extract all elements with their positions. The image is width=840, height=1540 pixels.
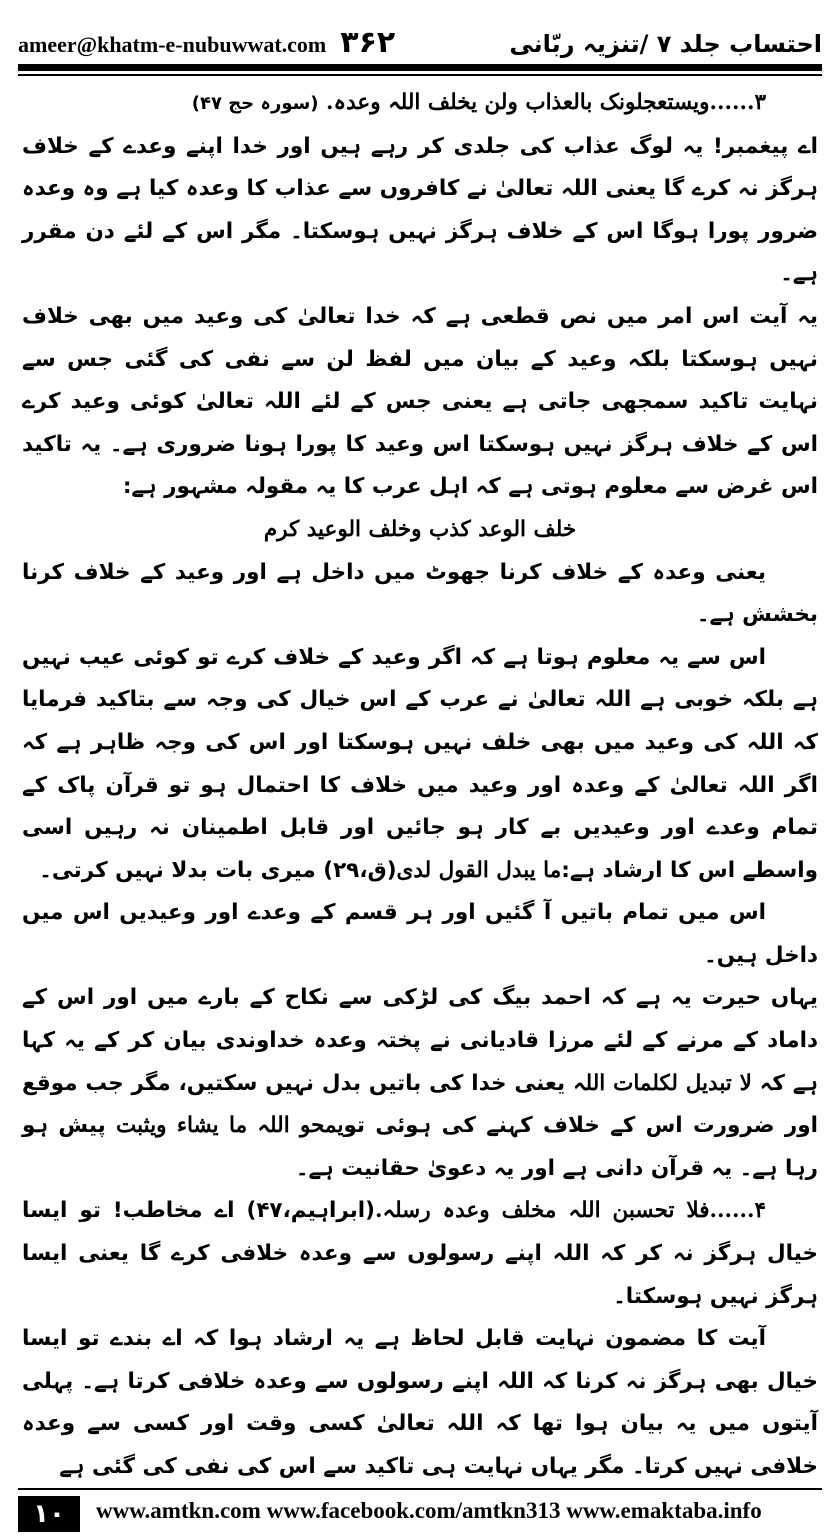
header-email[interactable]: ameer@khatm-e-nubuwwat.com: [18, 32, 327, 57]
paragraph-8: [22, 977, 818, 1190]
paragraph-8-text-b: یعنی خدا کی باتیں بدل نہیں سکتیں، مگر جب موقع اور ضرورت اس کے خلاف کہنے کی ہوئی تو: [22, 1070, 818, 1139]
page-footer: [18, 1488, 822, 1534]
header-left: [18, 25, 396, 60]
paragraph-7: اس میں تمام باتیں آ گئیں اور ہر قسم کے وعدے اور وعیدیں اس میں داخل ہیں۔: [22, 900, 818, 968]
verse-3-text: ۳......ویستعجلونک بالعذاب ولن یخلف اللہ وعدہ.: [326, 90, 766, 115]
paragraph-verse-4: [22, 1190, 818, 1318]
book-title: احتساب جلد ۷ /تنزیہ ربّانی: [509, 30, 822, 58]
verse-3-ref: (سورہ حج ۴۷): [191, 93, 319, 114]
paragraph-3: یہ آیت اس امر میں نص قطعی ہے کہ خدا تعالیٰ کی وعید میں بھی خلاف نہیں ہوسکتا بلکہ وعید کے بیان میں لفظ لن سے نفی کی گئی جس سے نہایت تاکید سمجھی جاتی ہے یعنی جس کے لئے اللہ تعالیٰ کوئی وعید کرے اس کے خلاف ہرگز نہیں ہوسکتا اس وعید کا پورا ہونا ضروری ہے۔ یہ تاکید اس غرض سے معلوم ہوتی ہے کہ اہل عرب کا یہ مقولہ مشہور ہے:: [22, 303, 818, 500]
header-rule-thin: [18, 74, 822, 76]
page-header: [18, 14, 822, 58]
footer-urls[interactable]: www.amtkn.com www.facebook.com/amtkn313 www.emaktaba.info: [96, 1498, 762, 1523]
verse-4-translation: (ابراہیم،۴۷) اے مخاطب! تو ایسا خیال ہرگز نہ کر کہ اللہ اپنے رسولوں سے وعدہ خلافی کرے گا یعنی ایسا ہرگز نہیں ہوسکتا۔: [22, 1198, 818, 1309]
arabic-saying: خلف الوعد کذب وخلف الوعید کرم: [263, 516, 577, 542]
paragraph-6-arabic: ما یبدل القول لدی: [396, 857, 562, 883]
paragraph-8-text-a: یہاں حیرت یہ ہے کہ احمد بیگ کی لڑکی سے نکاح کے بارے میں اور اس کے داماد کے مرنے کے لئے مرزا قادیانی نے پختہ وعدہ خداوندی بیان کر کے یہ کہا ہے کہ: [22, 985, 818, 1096]
paragraph-8-arabic-1: لا تبدیل لکلمات اللہ: [573, 1070, 752, 1096]
paragraph-6: [22, 637, 818, 893]
paragraph-verse-3: [22, 82, 818, 126]
paragraph-5: یعنی وعدہ کے خلاف کرنا جھوٹ میں داخل ہے اور وعید کے خلاف کرنا بخشش ہے۔: [22, 559, 818, 628]
page-body: [22, 82, 818, 1479]
paragraph-8-arabic-2: یمحو اللہ ما یشاء ویثبت: [116, 1113, 344, 1139]
page-number: ۳۶۲: [340, 25, 396, 60]
footer-rule: [18, 1488, 822, 1490]
verse-4-text: ۴......فلا تحسبن اللہ مخلف وعدہ رسلہ.: [374, 1198, 766, 1224]
paragraph-8-text-c: پیش ہو رہا ہے۔ یہ قرآن دانی ہے اور یہ دعویٰ حقانیت ہے۔: [22, 1113, 818, 1181]
paragraph-10: آیت کا مضمون نہایت قابل لحاظ ہے یہ ارشاد ہوا کہ اے بندے تو ایسا خیال بھی ہرگز نہ کرنا کہ اللہ اپنے رسولوں سے وعدہ خلافی کرتا ہے۔ پہلی آیتوں میں یہ بیان ہوا تھا کہ اللہ تعالیٰ کسی وقت اور کسی سے وعدہ خلافی نہیں کرتا۔ مگر یہاں نہایت ہی تاکید سے اس کی نفی کی گئی ہے: [22, 1326, 818, 1479]
paragraph-2: اے پیغمبر! یہ لوگ عذاب کی جلدی کر رہے ہیں اور خدا اپنے وعدے کے خلاف ہرگز نہ کرے گا یعنی اللہ تعالیٰ نے کافروں سے عذاب کا وعدہ کیا ہے وہ وعدہ ضرور پورا ہوگا اس کے خلاف ہرگز نہیں ہوسکتا۔ مگر اس کے لئے دن مقرر ہے۔: [22, 133, 818, 287]
paragraph-6-ref: (ق،۲۹) میری بات بدلا نہیں کرتی۔: [39, 857, 397, 883]
header-rule-thick: [18, 64, 822, 71]
paragraph-6-text: اس سے یہ معلوم ہوتا ہے کہ اگر وعید کے خلاف کرے تو کوئی عیب نہیں ہے بلکہ خوبی ہے اللہ تعالیٰ نے عرب کے اس خیال کی وجہ سے بتاکید فرمایا کہ اللہ کی وعید میں بھی خلف نہیں ہوسکتا اور اس کی وجہ ظاہر ہے کہ اگر اللہ تعالیٰ کے وعدہ اور وعید میں خلاف کا احتمال ہو تو قرآن پاک کے تمام وعدے اور وعیدیں بے کار ہو جائیں اور قابل اطمینان نہ رہیں اسی واسطے اس کا ارشاد ہے:: [22, 644, 818, 883]
footer-page-box: ۱۰: [18, 1496, 80, 1532]
